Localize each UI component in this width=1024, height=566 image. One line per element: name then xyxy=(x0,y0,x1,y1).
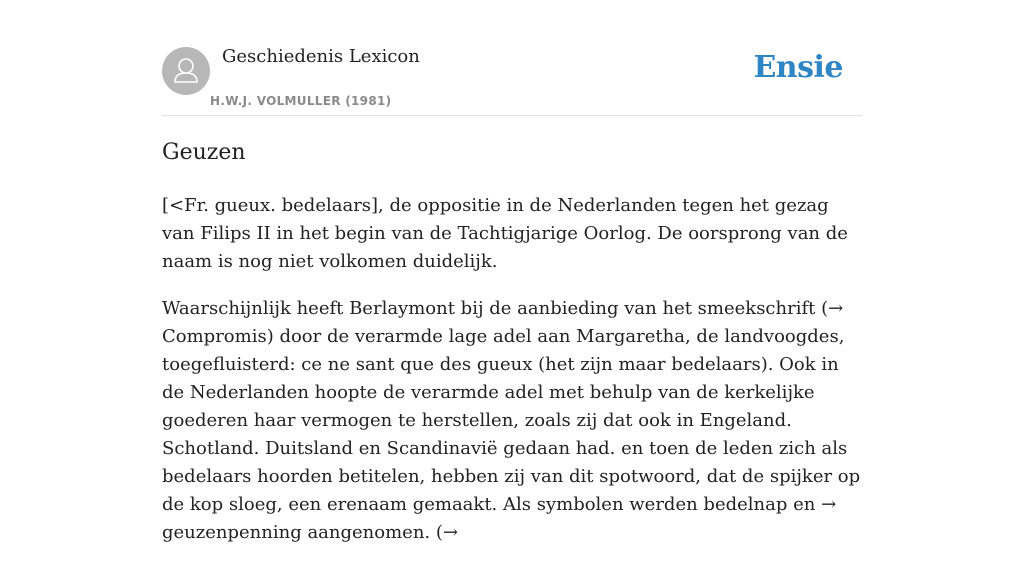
user-icon xyxy=(162,47,210,95)
ensie-logo[interactable]: Ensie xyxy=(753,50,843,85)
author-name[interactable]: H.W.J. VOLMULLER (1981) xyxy=(210,94,392,108)
entry-title: Geuzen xyxy=(162,140,246,165)
book-title[interactable]: Geschiedenis Lexicon xyxy=(222,46,420,67)
content-column xyxy=(162,0,862,543)
entry-body xyxy=(162,192,862,566)
entry-paragraph: [<Fr. gueux. bedelaars], de oppositie in de Nederlanden tegen het gezag van Filips II in het begin van de Tachtigjarige Oorlog. De oorsprong van de naam is nog niet volkomen duidelijk. xyxy=(162,195,848,272)
header xyxy=(162,0,862,116)
author-avatar[interactable] xyxy=(162,47,210,95)
entry-paragraph: Waarschijnlijk heeft Berlaymont bij de aanbieding van het smeekschrift (→ Compromis) door de verarmde lage adel aan Margaretha, de landvoogdes, toegefluisterd: ce ne sant que des gueux (het zijn maar bedelaars). Ook in de Nederlanden hoopte de verarmde adel met behulp van de kerkelijke goederen haar vermogen te herstellen, zoals zij dat ook in Engeland. Schotland. Duitsland en Scandinavië gedaan had. en toen de leden zich als bedelaars hoorden betitelen, hebben zij van dit spotwoord, dat de spijker op de kop sloeg, een erenaam gemaakt. Als symbolen werden bedelnap en → geuzenpenning aangenomen. (→ xyxy=(162,298,861,543)
